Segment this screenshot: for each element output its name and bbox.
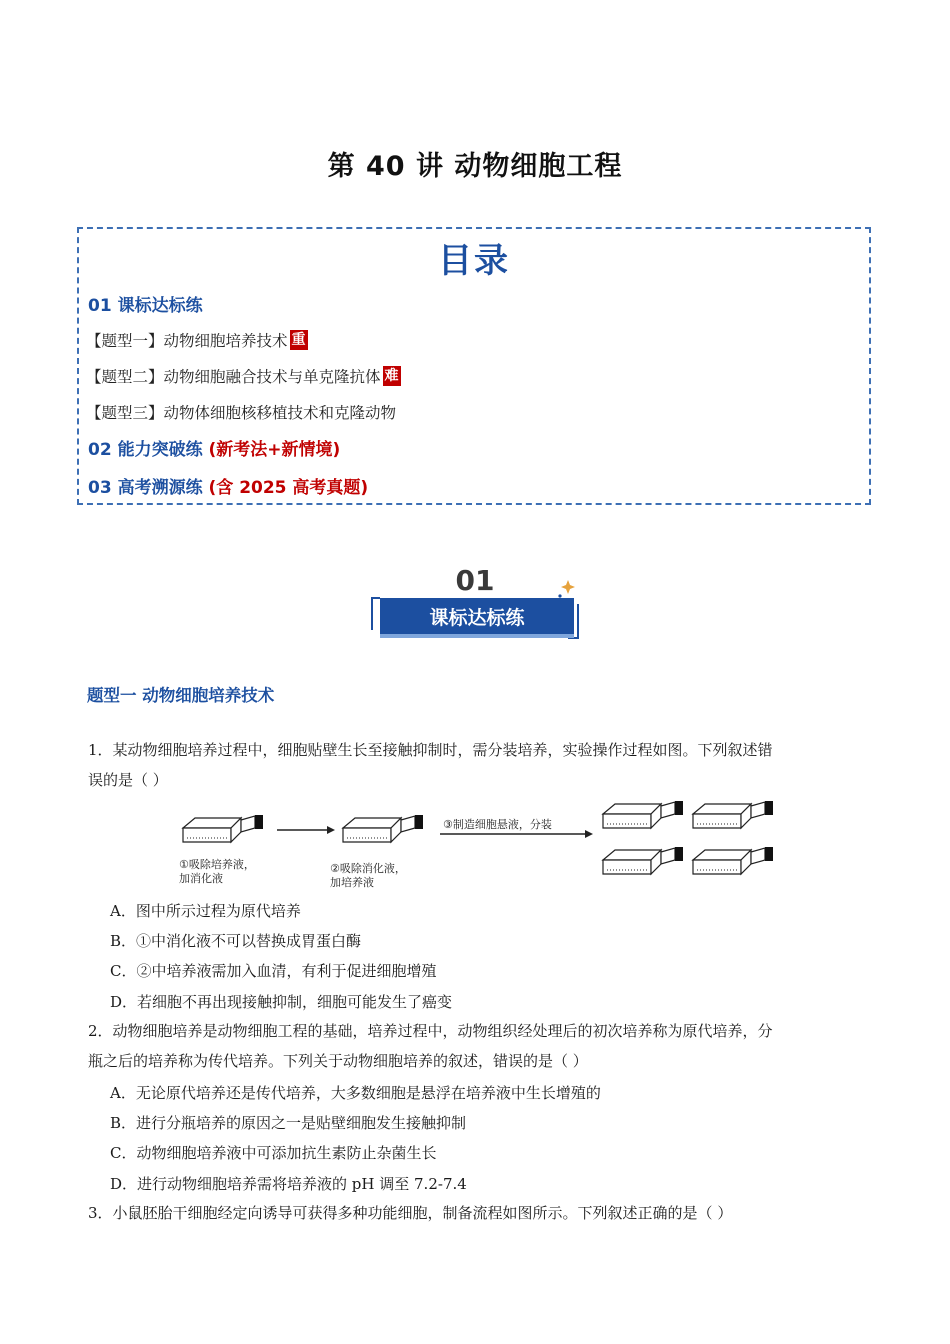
culture-flask-icon xyxy=(343,815,423,842)
culture-flask-icon xyxy=(603,801,683,828)
option-b[interactable]: B．进行分瓶培养的原因之一是贴壁细胞发生接触抑制 xyxy=(110,1114,467,1132)
question-2 xyxy=(88,1016,863,1076)
toc-item-1[interactable] xyxy=(86,329,308,351)
toc-item-label: 【题型二】动物细胞融合技术与单克隆抗体 xyxy=(86,368,381,386)
step-1-label: 加消化液 xyxy=(179,872,223,885)
step-3-label: ③制造细胞悬液，分装 xyxy=(443,818,552,831)
cell-passage-figure xyxy=(175,790,775,890)
toc-section-label: 03 高考溯源练 xyxy=(88,478,203,498)
toc-item-2[interactable] xyxy=(86,365,401,387)
question-3 xyxy=(88,1198,863,1228)
option-a[interactable]: A．图中所示过程为原代培养 xyxy=(110,902,301,920)
option-d[interactable]: D．若细胞不再出现接触抑制，细胞可能发生了癌变 xyxy=(110,993,453,1011)
key-point-badge: 重 xyxy=(291,332,306,348)
toc-section-note: (新考法+新情境) xyxy=(208,440,341,460)
toc-section-note: (含 2025 高考真题) xyxy=(208,478,369,498)
toc-section-3[interactable] xyxy=(88,473,368,498)
question-text: 误的是（ ） xyxy=(88,771,168,789)
difficulty-badge: 难 xyxy=(384,368,399,384)
question-type-heading: 题型一 动物细胞培养技术 xyxy=(87,686,275,705)
banner-label: 课标达标练 xyxy=(429,607,525,629)
option-d[interactable]: D．进行动物细胞培养需将培养液的 pH 调至 7.2-7.4 xyxy=(110,1175,467,1193)
table-of-contents xyxy=(77,227,871,505)
toc-section-label: 02 能力突破练 xyxy=(88,440,203,460)
culture-flask-icon xyxy=(693,801,773,828)
sparkle-icon xyxy=(561,580,575,594)
question-text: 瓶之后的培养称为传代培养。下列关于动物细胞培养的叙述，错误的是（ ） xyxy=(88,1052,588,1070)
section-banner xyxy=(368,560,582,644)
step-2-label: ②吸除消化液， xyxy=(330,862,406,875)
question-text: 2．动物细胞培养是动物细胞工程的基础，培养过程中，动物组织经处理后的初次培养称为原代培养，分 xyxy=(88,1022,773,1040)
culture-flask-icon xyxy=(603,847,683,874)
option-c[interactable]: C．动物细胞培养液中可添加抗生素防止杂菌生长 xyxy=(110,1144,437,1162)
toc-heading: 目录 xyxy=(438,241,510,281)
option-c[interactable]: C．②中培养液需加入血清，有利于促进细胞增殖 xyxy=(110,962,437,980)
toc-section-2[interactable] xyxy=(88,435,340,460)
question-1 xyxy=(88,735,863,795)
option-b[interactable]: B．①中消化液不可以替换成胃蛋白酶 xyxy=(110,932,362,950)
banner-number: 01 xyxy=(455,564,495,597)
question-text: 3．小鼠胚胎干细胞经定向诱导可获得多种功能细胞，制备流程如图所示。下列叙述正确的是（ ） xyxy=(88,1204,733,1222)
toc-item-3[interactable] xyxy=(86,401,396,423)
question-text: 1．某动物细胞培养过程中，细胞贴壁生长至接触抑制时，需分装培养，实验操作过程如图。下列叙述错 xyxy=(88,741,773,759)
option-a[interactable]: A．无论原代培养还是传代培养，大多数细胞是悬浮在培养液中生长增殖的 xyxy=(110,1084,601,1102)
toc-item-label: 【题型一】动物细胞培养技术 xyxy=(86,332,288,350)
culture-flask-icon xyxy=(693,847,773,874)
toc-section-1[interactable]: 01 课标达标练 xyxy=(88,296,203,316)
step-1-label: ①吸除培养液， xyxy=(179,858,255,871)
toc-item-label: 【题型三】动物体细胞核移植技术和克隆动物 xyxy=(86,404,397,422)
culture-flask-icon xyxy=(183,815,263,842)
step-2-label: 加培养液 xyxy=(330,876,374,889)
page-title: 第 40 讲 动物细胞工程 xyxy=(327,151,623,182)
